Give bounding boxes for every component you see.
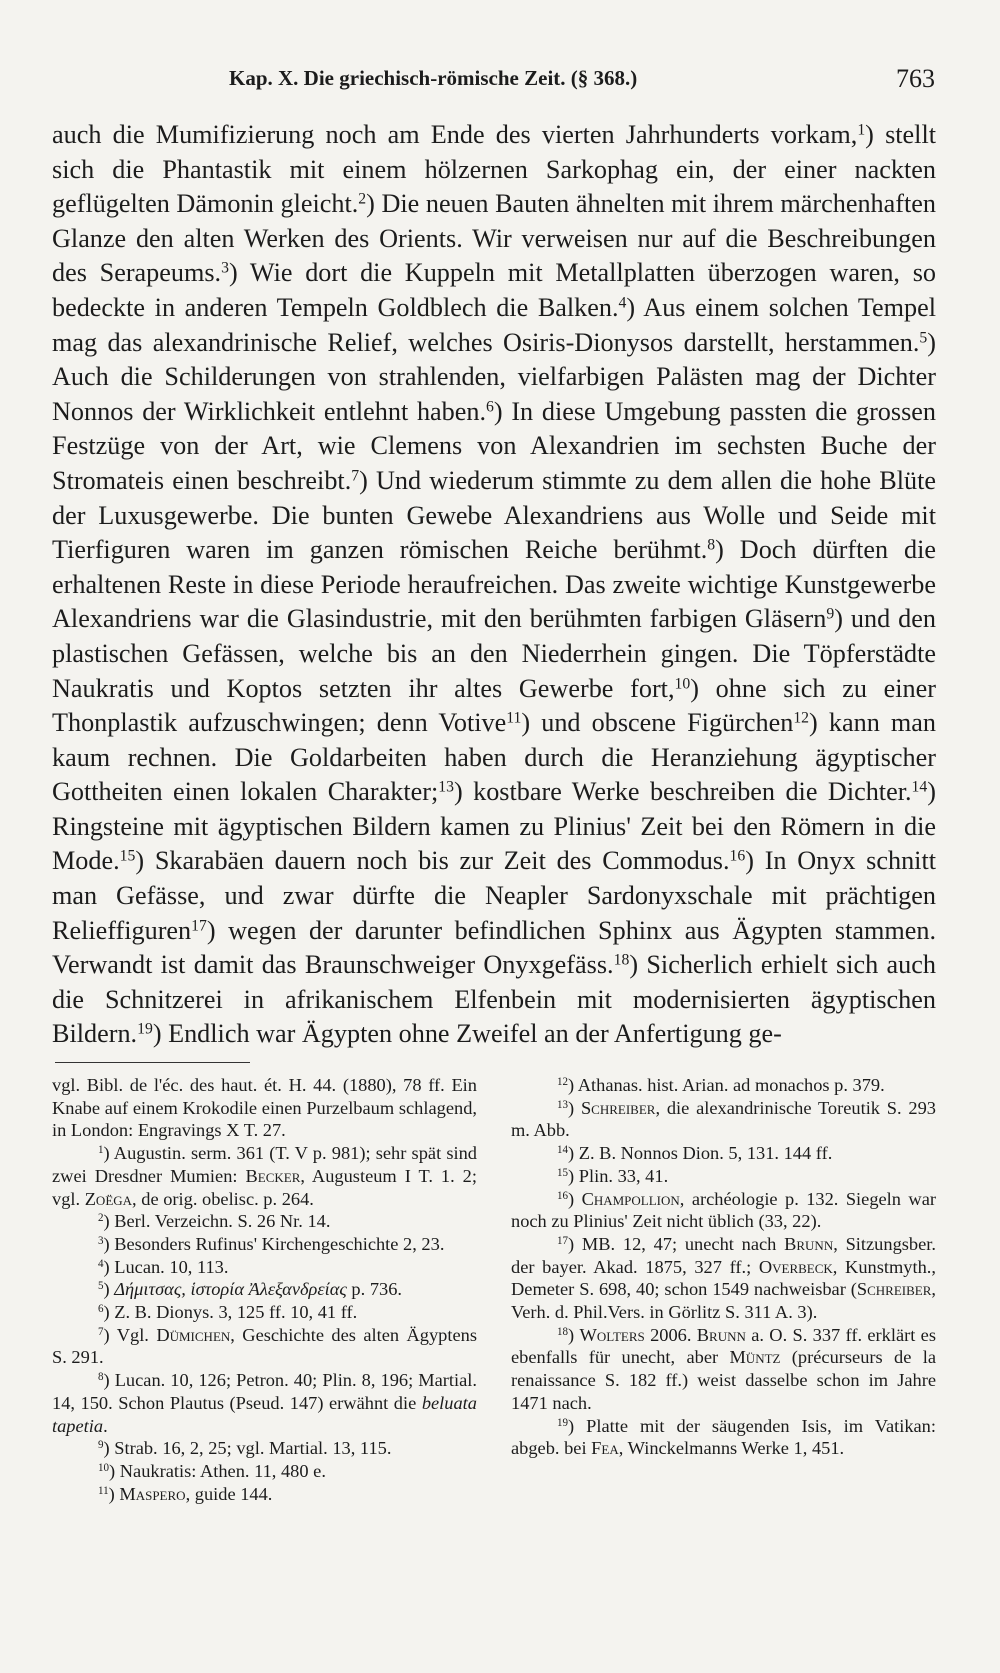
author-name: Wolters [579,1324,645,1345]
footnote-text: ) Plin. 33, 41. [568,1165,669,1186]
footnote-number: 2 [98,1212,104,1225]
author-name: Müntz [729,1347,781,1368]
footnote-number: 11 [98,1484,109,1497]
footnote-ref: 13 [438,778,454,796]
footnote [511,1324,936,1415]
footnote-text: , archéologie p. 132. Siegeln war noch zu Plinius' Zeit nicht üblich (33, 22). [511,1188,936,1232]
footnote-text: ) [103,1279,115,1300]
author-name: Schreiber [580,1097,656,1118]
footnote [52,1460,477,1483]
text-run: ) Sicherlich erhielt sich auch die Schnitzerei in afrikanischem Elfenbein mit modernisierten ägyptischen Bildern. [52,950,936,1049]
text-run: ) und obscene Figürchen [521,708,794,738]
author-name: Champollion [581,1188,680,1209]
footnote [511,1233,936,1324]
text-run: ) Die neuen Bauten ähnelten mit ihrem märchenhaften Glanze den alten Werken des Orients. Wir verweisen nur auf die Beschreibungen des Serapeums. [52,189,936,288]
footnote-ref: 11 [506,709,522,727]
footnote-text: ) Platte mit der säugenden Isis, im Vatikan: abgeb. bei [511,1415,936,1459]
footnote-text: ) Athanas. hist. Arian. ad monachos p. 379. [568,1075,885,1095]
text-run: ) kostbare Werke beschreiben die Dichter. [453,777,912,807]
footnote-number: 5 [98,1280,104,1293]
text-run: ) Skarabäen dauern noch bis zur Zeit des Commodus. [135,846,730,876]
footnote-text: ) [568,1324,580,1345]
footnote-text: ) Berl. Verzeichn. S. 26 Nr. 14. [103,1211,331,1232]
footnote-number: 12 [557,1075,569,1088]
footnote [511,1074,936,1097]
text-run: ) stellt sich die Phantastik mit einem hölzernen Sarkophag ein, der einer nackten geflügelten Dämonin gleicht. [52,120,936,219]
footnote-ref: 7 [351,467,360,485]
footnote-text: p. 736. [346,1279,402,1300]
footnote-text: ) MB. 12, 47; unecht nach [568,1233,785,1254]
footnote-number: 6 [98,1302,104,1315]
footnote-text: ) Strab. 16, 2, 25; vgl. Martial. 13, 115. [103,1438,392,1459]
text-run: ) und den plastischen Gefässen, welche bis an den Niederrhein gingen. Die Töpferstädte Naukratis und Koptos setzten ihr altes Gewerbe fort, [52,604,936,703]
text-run: ) ohne sich zu einer Thonplastik aufzuschwingen; denn Votive [52,673,936,738]
text-run: ) Wie dort die Kuppeln mit Metallplatten überzogen waren, so bedeckte in anderen Tempeln Goldblech die Balken. [52,258,936,322]
text-run: ) kann man kaum rechnen. Die Goldarbeiten haben durch die Heranziehung ägyptischer Gottheiten einen lokalen Charakter; [52,708,936,807]
footnote-number: 19 [557,1416,569,1429]
footnote-text: , Augusteum I T. 1. 2; vgl. [52,1165,477,1209]
footnote-ref: 16 [729,847,746,865]
footnote-text: 2006. [644,1324,697,1345]
footnote [52,1074,477,1142]
footnote-text: ) Naukratis: Athen. 11, 480 e. [109,1460,326,1481]
footnote-number: 16 [557,1189,569,1202]
footnote [511,1142,936,1165]
footnote-text: ) Lucan. 10, 113. [103,1256,229,1277]
author-name: Brunn [696,1324,746,1345]
footnote-ref: 5 [919,328,928,346]
footnote [511,1188,936,1233]
footnote-ref: 17 [191,917,207,935]
footnote-number: 7 [98,1325,104,1338]
footnote-text: ) [568,1188,582,1209]
footnote [511,1415,936,1460]
text-run: ) Endlich war Ägypten ohne Zweifel an der Anfertigung ge- [152,1019,782,1049]
footnote-text: ) Lucan. 10, 126; Petron. 40; Plin. 8, 196; Martial. 14, 150. Schon Plautus (Pseud. 147) erwähnt die [52,1370,477,1413]
footnote-number: 3 [98,1234,104,1247]
text-run: ) wegen der darunter befindlichen Sphinx aus Ägypten stammen. Verwandt ist damit das Braunschweiger Onyxgefäss. [52,915,936,980]
footnote-number: 4 [98,1257,104,1270]
footnote [52,1233,477,1256]
author-name: Zoëga [84,1188,133,1209]
text-run: ) Auch die Schilderungen von strahlenden, vielfarbigen Palästen mag der Dichter Nonnos der Wirklichkeit entlehnt haben. [52,327,936,426]
footnote [52,1210,477,1233]
footnote-ref: 4 [618,294,627,312]
footnote-ref: 15 [119,847,136,865]
footnote-ref: 18 [613,951,630,969]
footnote [52,1256,477,1279]
text-run: auch die Mumifizierung noch am Ende des vierten Jahrhunderts vorkam, [52,120,858,149]
footnote [52,1369,477,1437]
footnote [52,1301,477,1324]
footnote [52,1483,477,1506]
author-name: Brunn [784,1233,834,1254]
footnote-text: , die alexandrinische Toreutik S. 293 m. Abb. [511,1097,936,1141]
footnote [52,1142,477,1210]
footnote-number: 10 [98,1461,110,1474]
footnote-text: ) Augustin. serm. 361 (T. V p. 981); sehr spät sind zwei Dresdner Mumien: [52,1143,477,1186]
footnote-number: 18 [557,1325,569,1338]
text-run: ) In diese Umgebung passten die grossen Festzüge von der Art, wie Clemens von Alexandrien im sechsten Buche der Stromateis einen beschreibt. [52,396,936,495]
author-name: Overbeck [758,1256,833,1277]
greek-title: Δήμιτσας, ἱστορία Ἀλεξανδρείας [114,1279,347,1300]
page-number: 763 [896,64,935,93]
footnote-text: ) Besonders Rufinus' Kirchengeschichte 2, 23. [103,1233,445,1254]
author-name: Dümichen [156,1324,231,1345]
footnote [52,1278,477,1301]
footnote-ref: 1 [857,121,866,139]
latin-term: beluata tapetia [52,1392,477,1436]
author-name: Maspero [119,1483,186,1504]
text-run: ) Ringsteine mit ägyptischen Bildern kamen zu Plinius' Zeit bei den Römern in die Mode. [52,777,936,876]
footnote-text: , de orig. obelisc. p. 264. [132,1188,314,1209]
footnote-text: , Winckelmanns Werke 1, 451. [618,1438,845,1459]
main-text [52,118,936,1052]
footnote-text: , Verh. d. Phil.Vers. in Görlitz S. 311 A. 3). [511,1279,936,1323]
footnote-number: 15 [557,1166,569,1179]
footnote-text: (précurseurs de la renaissance S. 182 ff.) weist dasselbe schon im Jahre 1471 nach. [511,1347,936,1413]
footnote-text: . [103,1415,108,1436]
footnote-number: 8 [98,1371,104,1384]
text-run: ) Und wiederum stimmte zu dem allen die hohe Blüte der Luxusgewerbe. Die bunten Gewebe Alexandriens aus Wolle und Seide mit Tierfiguren waren im ganzen römischen Reiche berühmt. [52,465,936,565]
text-run: ) In Onyx schnitt man Gefässe, und zwar dürfte die Neapler Sardonyxschale mit prächtigen Relieffiguren [52,846,936,945]
footnote-text: , Sitzungsber. der bayer. Akad. 1875, 327 ff.; [511,1233,936,1277]
footnote [511,1165,936,1188]
footnote-ref: 14 [911,778,928,796]
footnote [52,1437,477,1460]
footnote-ref: 3 [221,259,229,277]
footnote-text: vgl. Bibl. de l'éc. des haut. ét. H. 44. (1880), 78 ff. Ein Knabe auf einem Krokodile einen Purzelbaum schlagend, in London: Engravings X T. 27. [52,1075,477,1141]
footnote-text: ) [568,1097,581,1118]
footnote-ref: 8 [707,536,716,554]
footnote [52,1324,477,1369]
footnote-text: ) [108,1483,120,1504]
author-name: Becker [245,1165,301,1186]
body-paragraph [52,118,936,1052]
footnote-number: 1 [98,1144,104,1157]
footnote-ref: 12 [793,709,810,727]
text-run: ) Aus einem solchen Tempel mag das alexandrinische Relief, welches Osiris-Dionysos darstellt, herstammen. [52,292,936,357]
text-run: ) Doch dürften die erhaltenen Reste in diese Periode heraufreichen. Das zweite wichtige Kunstgewerbe Alexandriens war die Glasindustrie, mit den berühmten farbigen Gläsern [52,535,936,634]
footnote-ref: 6 [486,398,494,416]
footnote-ref: 10 [674,674,691,692]
footnote-text: ) Z. B. Dionys. 3, 125 ff. 10, 41 ff. [103,1302,358,1323]
footnote-text: , Geschichte des alten Ägyptens S. 291. [52,1324,477,1368]
footnote-divider [55,1062,250,1063]
footnote [511,1097,936,1142]
footnote-column-left [52,1074,477,1505]
footnote-text: a. O. S. 337 ff. erklärt es ebenfalls für unecht, aber [511,1324,936,1368]
running-head [52,62,935,96]
footnote-number: 17 [557,1234,569,1247]
footnote-number: 14 [557,1144,569,1157]
footnote-column-right [511,1074,936,1460]
footnote-ref: 19 [137,1020,153,1038]
footnote-text: ) Z. B. Nonnos Dion. 5, 131. 144 ff. [568,1143,833,1164]
footnote-number: 9 [98,1439,104,1452]
footnote-text: , Kunstmyth., Demeter S. 698, 40; schon 1549 nachweisbar ( [511,1256,936,1300]
footnote-text: , guide 144. [185,1483,273,1504]
footnote-ref: 2 [358,190,367,208]
footnote-text: ) Vgl. [103,1324,157,1345]
chapter-title: Kap. X. Die griechisch-römische Zeit. (§ 368.) [229,66,638,90]
author-name: Fea [591,1438,619,1459]
footnote-number: 13 [557,1098,569,1111]
author-name: Schreiber [856,1279,932,1300]
footnote-ref: 9 [826,605,835,623]
